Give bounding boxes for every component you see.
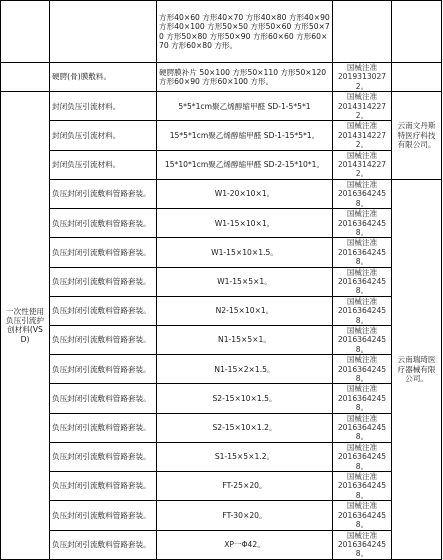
registration-cell: 国械注准 20163642458。 xyxy=(333,209,392,238)
spec-cell: FT-25×20。 xyxy=(157,472,333,501)
spec-cell: XP一Φ42。 xyxy=(157,530,333,559)
table-row xyxy=(1,296,442,325)
registration-cell: 国械注准 20163642458。 xyxy=(333,530,392,559)
spec-cell: N1-15×2×1.5。 xyxy=(157,355,333,384)
product-name-cell: 负压封闭引流敷料管路套装。 xyxy=(50,501,157,530)
table-row xyxy=(1,238,442,267)
product-name-cell: 负压封闭引流敷料管路套装。 xyxy=(50,530,157,559)
product-name-cell: 负压封闭引流敷料管路套装。 xyxy=(50,442,157,471)
table-row xyxy=(1,501,442,530)
product-name-cell: 负压封闭引流敷料管路套装。 xyxy=(50,413,157,442)
table-row xyxy=(1,121,442,150)
spec-cell: S2-15×10×1.5。 xyxy=(157,384,333,413)
spec-cell: W1-15×10×1。 xyxy=(157,209,333,238)
product-name-cell: 封闭负压引流材料。 xyxy=(50,121,157,150)
spec-cell: 硬腭膜补片 50×100 方形50×110 方形50×120 方形60×90 方形60×100 方形。 xyxy=(157,63,333,92)
registration-cell: 国械注准 20163642458。 xyxy=(333,384,392,413)
registration-cell: 国械注准 20163642458。 xyxy=(333,501,392,530)
spec-cell: N1-15×5×1。 xyxy=(157,325,333,354)
table-row xyxy=(1,267,442,296)
table-row xyxy=(1,530,442,559)
product-name-cell: 负压封闭引流敷料管路套装。 xyxy=(50,179,157,208)
registration-cell: 国械注准 20163642458。 xyxy=(333,238,392,267)
table-row xyxy=(1,384,442,413)
product-name-cell: 负压封闭引流敷料管路套装。 xyxy=(50,209,157,238)
manufacturer-cell: 云南瑞琦医疗器械有限公司。 xyxy=(392,179,442,559)
registration-cell: 国械注准 20163642458。 xyxy=(333,472,392,501)
spec-cell: 15*10*1cm聚乙烯醇缩甲醛 SD-2-15*10*1。 xyxy=(157,150,333,179)
registration-cell: 国械注准 20193130272。 xyxy=(333,63,392,92)
registration-cell: 国械注准 20163642458。 xyxy=(333,442,392,471)
spec-cell: FT-30×20。 xyxy=(157,501,333,530)
registration-cell: 国械注准 20143142272。 xyxy=(333,121,392,150)
table-row xyxy=(1,325,442,354)
registration-cell: 国械注准 20163642458。 xyxy=(333,296,392,325)
table-row xyxy=(1,472,442,501)
spec-cell: W1-20×10×1。 xyxy=(157,179,333,208)
registration-cell: 国械注准 20163642458。 xyxy=(333,355,392,384)
product-name-cell: 负压封闭引流敷料管路套装。 xyxy=(50,472,157,501)
table-row xyxy=(1,63,442,92)
registration-cell: 国械注准 20143142272。 xyxy=(333,150,392,179)
table-row xyxy=(1,92,442,121)
table-row xyxy=(1,1,442,63)
spec-cell: 方形40×60 方形40×70 方形40×80 方形40×90 方形40×100 方形50×50 方形50×60 方形50×70 方形50×80 方形50×90 方形60×60 方形60×70 方形60×80 方形。 xyxy=(157,1,333,63)
spec-cell: 15*5*1cm聚乙烯醇缩甲醛 SD-1-15*5*1。 xyxy=(157,121,333,150)
manufacturer-cell-blank xyxy=(392,63,442,92)
product-name-cell: 负压封闭引流敷料管路套装。 xyxy=(50,267,157,296)
product-name-cell: 负压封闭引流敷料管路套装。 xyxy=(50,355,157,384)
spec-cell: W1-15×5×1。 xyxy=(157,267,333,296)
manufacturer-cell: 云南文丹斯特医疗科技有限公司。 xyxy=(392,92,442,180)
table-row xyxy=(1,413,442,442)
table-row xyxy=(1,209,442,238)
registration-cell: 国械注准 20143142272。 xyxy=(333,92,392,121)
spec-cell: S1-15×5×1.2。 xyxy=(157,442,333,471)
product-name-cell: 硬腭(骨)膜敷料。 xyxy=(50,63,157,92)
product-name-cell: 负压封闭引流敷料管路套装。 xyxy=(50,325,157,354)
registration-cell: 国械注准 20163642458。 xyxy=(333,413,392,442)
registration-cell: 国械注准 20163642458。 xyxy=(333,179,392,208)
product-name-cell: 负压封闭引流敷料管路套装。 xyxy=(50,238,157,267)
product-name-cell: 负压封闭引流敷料管路套装。 xyxy=(50,384,157,413)
registration-cell: 国械注准 20163642458。 xyxy=(333,325,392,354)
category-cell-blank xyxy=(1,63,50,92)
category-cell-blank xyxy=(1,1,50,63)
spec-cell: N2-15×10×1。 xyxy=(157,296,333,325)
spec-cell: 5*5*1cm聚乙烯醇缩甲醛 SD-1-5*5*1 xyxy=(157,92,333,121)
product-name-cell: 封闭负压引流材料。 xyxy=(50,150,157,179)
category-cell: 一次性使用负压引流护创材料(VSD) xyxy=(1,92,50,560)
spec-cell: W1-15×10×1.5。 xyxy=(157,238,333,267)
name-cell-blank xyxy=(50,1,157,63)
manufacturer-cell-blank xyxy=(392,1,442,63)
table-row xyxy=(1,355,442,384)
spec-cell: S2-15×10×1.2。 xyxy=(157,413,333,442)
table-row xyxy=(1,150,442,179)
registration-cell: 国械注准 20163642458。 xyxy=(333,267,392,296)
table-row xyxy=(1,179,442,208)
product-name-cell: 负压封闭引流敷料管路套装。 xyxy=(50,296,157,325)
table-row xyxy=(1,442,442,471)
reg-cell-blank xyxy=(333,1,392,63)
product-name-cell: 封闭负压引流材料。 xyxy=(50,92,157,121)
